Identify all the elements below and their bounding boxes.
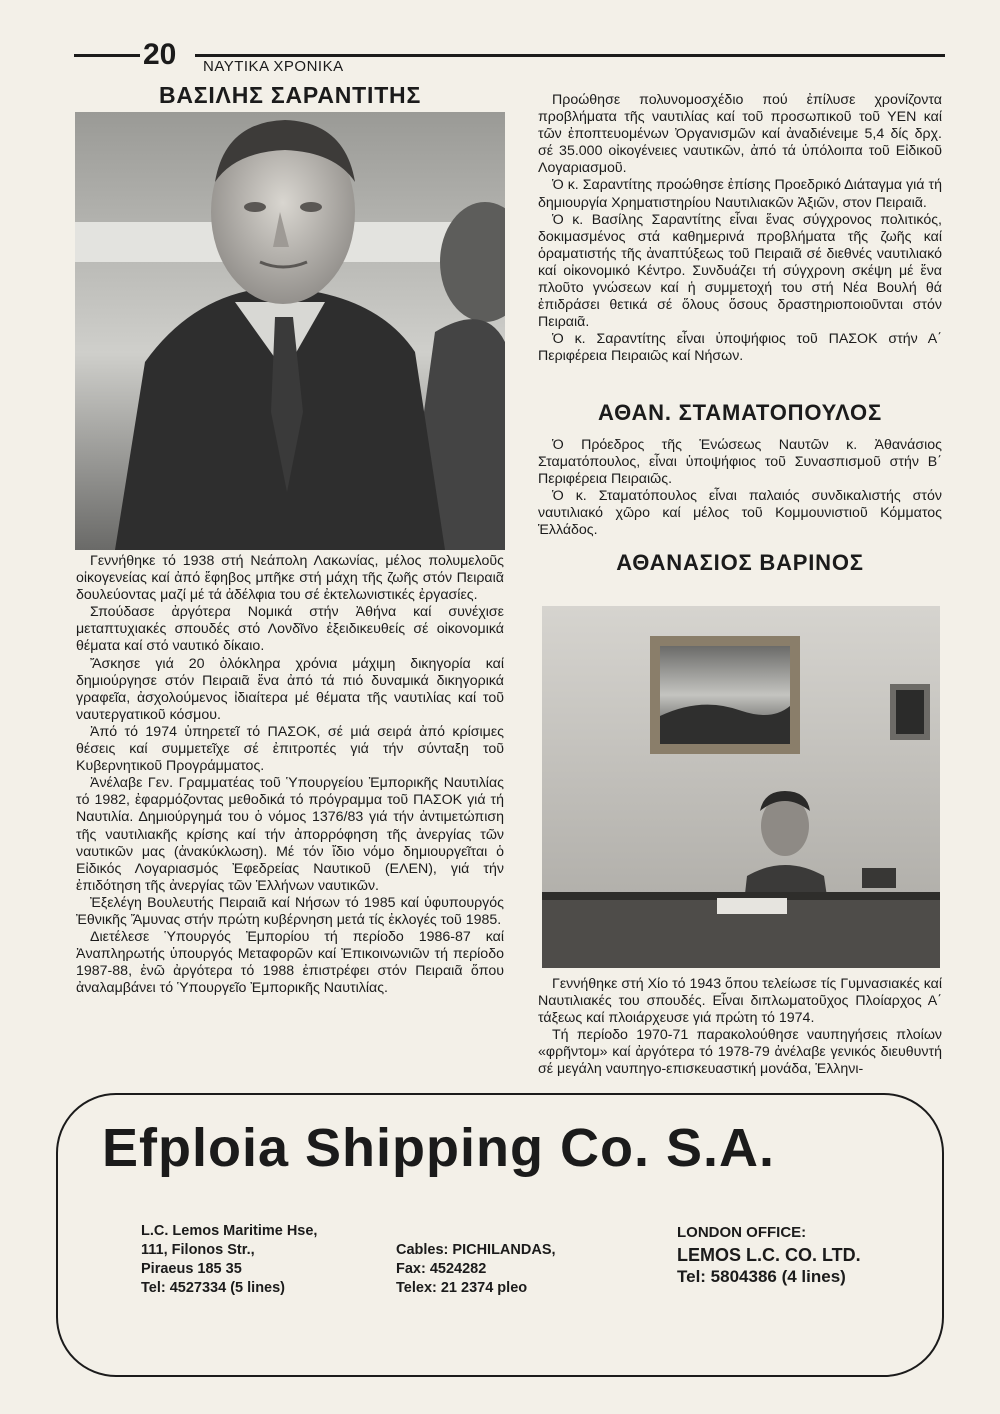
header-rule-right [195,54,945,57]
ad-address-line: L.C. Lemos Maritime Hse, [141,1223,318,1239]
office-photo-drawing [542,606,940,968]
article1-right-column [538,92,942,366]
article1-paragraph: Ἀνέλαβε Γεν. Γραμματέας τοῦ Ὑπουργείου Ἐμπορικῆς Ναυτιλίας τό 1982, ἐφαρμόζοντας μεθοδικά τό πρόγραμμα τοῦ ΠΑΣΟΚ γιά τή Ναυτιλία. Δημιούργημά του ὁ νόμος 1376/83 γιά τήν ἀντιμετώπιση τῆς ναυτιλιακῆς κρίσης καί τήν ἀπορρόφηση τῆς ἀνεργίας τῶν ναυτικῶν μας (ἀνακύκλωση). Μέ τόν ἴδιο νόμο δημιουργεῖται ὁ Εἰδικός Λογαριασμός Ἐφεδρείας Ναυτικοῦ (ΕΛΕΝ), γιά τήν ἐπιδότηση τῆς ἀνεργίας τῶν Ἑλλήνων ναυτικῶν. [76,775,504,894]
article1-paragraph: Ἄσκησε γιά 20 ὁλόκληρα χρόνια μάχιμη δικηγορία καί δημιούργησε στόν Πειραιᾶ ἕνα ἀπό τά πιό δυναμικά δικηγορικά γραφεῖα, ἀσχολούμενος ἰδιαίτερα μέ θέματα τῆς ναυτιλίας καί τοῦ ναυτεργατικοῦ κόσμου. [76,655,504,723]
ad-address-line: 111, Filonos Str., [141,1242,255,1258]
article1-left-column [76,553,504,997]
ad-london-tel: Tel: 5804386 (4 lines) [677,1267,846,1286]
article1-paragraph: Ὁ κ. Βασίλης Σαραντίτης εἶναι ἕνας σύγχρονος πολιτικός, δοκιμασμένος στά καθημερινά προβλήματα τῆς ζωῆς καί ὁραματιστής τῆς ἀναπτύξεως τοῦ Πειραιᾶ σέ διεθνές ναυτιλιακό καί οἰκονομικό Κέντρο. Συνδυάζει τή σύγχρονη σκέψη μέ ἕνα πλοῦτο γνώσεων καί ἡ συμμετοχή του στή Νέα Βουλή θά ἐπιδράσει θετικά σέ ὅλους ὅσους δραστηριοποιοῦνται στόν Πειραιᾶ. [538,211,942,331]
article3-paragraph: Γεννήθηκε στή Χίο τό 1943 ὅπου τελείωσε τίς Γυμνασιακές καί Ναυτιλιακές του σπουδές. Εἶναι διπλωματοῦχος Πλοίαρχος Α΄ τάξεως καί πλοιάρχευσε γιά πρώτη τό 1974. [538,976,942,1027]
article2-paragraph: Ὁ Πρόεδρος τῆς Ἑνώσεως Ναυτῶν κ. Ἀθανάσιος Σταματόπουλος, εἶναι ὑποψήφιος τοῦ Συνασπισμοῦ στήν Β΄ Περιφέρεια Πειραιῶς. [538,437,942,488]
ad-contact-block [396,1241,556,1298]
article2-heading: ΑΘΑΝ. ΣΤΑΜΑΤΟΠΟΥΛΟΣ [598,400,882,425]
article2-paragraph: Ὁ κ. Σταματόπουλος εἶναι παλαιός συνδικαλιστής στόν ναυτιλιακό χῶρο καί μέλος τοῦ Κομμουνιστιοῦ Κόμματος Ἑλλάδος. [538,488,942,539]
ad-company-name: Efploia Shipping Co. S.A. [102,1118,775,1178]
office-photo-varinos [542,606,940,968]
ad-london-label: LONDON OFFICE: [677,1224,807,1241]
article1-paragraph: Ἀπό τό 1974 ὑπηρετεῖ τό ΠΑΣΟΚ, σέ μιά σειρά ἀπό κρίσιμες θέσεις καί συμμετεῖχε σέ ἐπιτροπές γιά τήν σύνταξη τοῦ Κυβερνητικοῦ Προγράμματος. [76,723,504,775]
article3-heading: ΑΘΑΝΑΣΙΟΣ ΒΑΡΙΝΟΣ [616,550,864,575]
article1-paragraph: Προώθησε πολυνομοσχέδιο πού ἐπίλυσε χρονίζοντα προβλήματα τῆς ναυτιλίας καί τοῦ προσωπικοῦ τοῦ ΥΕΝ καί τῶν ἐποπτευομένων Ὀργανισμῶν καί ἀναδιένειμε 5,4 δίς δρχ. σέ 35.000 οἰκογένειες ναυτικῶν, ἀπό τά ὑπόλοιπα τοῦ Εἰδικοῦ Λογαριασμοῦ. [538,92,942,177]
header-rule-left [74,54,140,57]
article1-heading: ΒΑΣΙΛΗΣ ΣΑΡΑΝΤΙΤΗΣ [158,82,422,108]
ad-london-office [677,1222,861,1288]
ad-contact-line: Cables: PICHILANDAS, [396,1242,556,1258]
portrait-photo-drawing [75,112,505,550]
ad-address-line: Tel: 4527334 (5 lines) [141,1280,286,1296]
article1-paragraph: Γεννήθηκε τό 1938 στή Νεάπολη Λακωνίας, μέλος πολυμελοῦς οἰκογενείας καί ἀπό ἔφηβος μπῆκε στή μάχη τῆς ζωῆς στόν Πειραιᾶ δουλεύοντας μαζί μέ τά ἀδέλφια του σέ ἐκτελωνιστικές ἐργασίες. [76,553,504,604]
ad-london-company: LEMOS L.C. CO. LTD. [677,1245,861,1265]
ad-contact-line: Fax: 4524282 [396,1261,487,1277]
ad-contact-line: Telex: 21 2374 pleo [396,1280,528,1296]
article3-paragraph: Τή περίοδο 1970-71 παρακολούθησε ναυπηγήσεις πλοίων «φρῆντομ» καί ἀργότερα τό 1978-79 ἀνέλαβε γενικός διευθυντή σέ μεγάλη ναυπηγο-επισκευαστική μονάδα, Ἑλληνι- [538,1027,942,1078]
ad-address-line: Piraeus 185 35 [141,1261,242,1277]
article1-paragraph: Ἐξελέγη Βουλευτής Πειραιᾶ καί Νήσων τό 1985 καί ὑφυπουργός Ἐθνικῆς Ἄμυνας στήν πρώτη κυβέρνηση μετά τίς ἐκλογές τοῦ 1985. [76,894,504,928]
article1-paragraph: Ὁ κ. Σαραντίτης εἶναι ὑποψήφιος τοῦ ΠΑΣΟΚ στήν Α΄ Περιφέρεια Πειραιῶς καί Νήσων. [538,331,942,365]
page-number: 20 [143,38,177,71]
portrait-photo-sarantitis [75,112,505,550]
article1-paragraph: Σπούδασε ἀργότερα Νομικά στήν Ἀθήνα καί συνέχισε μεταπτυχιακές σπουδές στό Λονδῖνο ἐξειδικευθείς σέ οἰκονομικά θέματα καί στό ναυτικό δίκαιο. [76,604,504,655]
article1-paragraph: Ὁ κ. Σαραντίτης προώθησε ἐπίσης Προεδρικό Διάταγμα γιά τή δημιουργία Χρηματιστηρίου Ναυτιλιακῶν Ἀξιῶν, στον Πειραιᾶ. [538,177,942,211]
magazine-title: ΝΑΥΤΙΚΑ ΧΡΟΝΙΚΑ [203,58,344,75]
article3-column [538,976,942,1079]
article2-column [538,437,942,540]
article1-paragraph: Διετέλεσε Ὑπουργός Ἐμπορίου τή περίοδο 1986-87 καί Ἀναπληρωτής ὑπουργός Μεταφορῶν καί Ἐπικοινωνιῶν τή περίοδο 1987-88, ἐνῶ ἀργότερα τό 1988 ἐπιστρέφει στόν Πειραιᾶ ὅπου ἀναλαμβάνει τό Ὑπουργεῖο Ἐμπορικῆς Ναυτιλίας. [76,929,504,997]
ad-address-block [141,1222,317,1298]
